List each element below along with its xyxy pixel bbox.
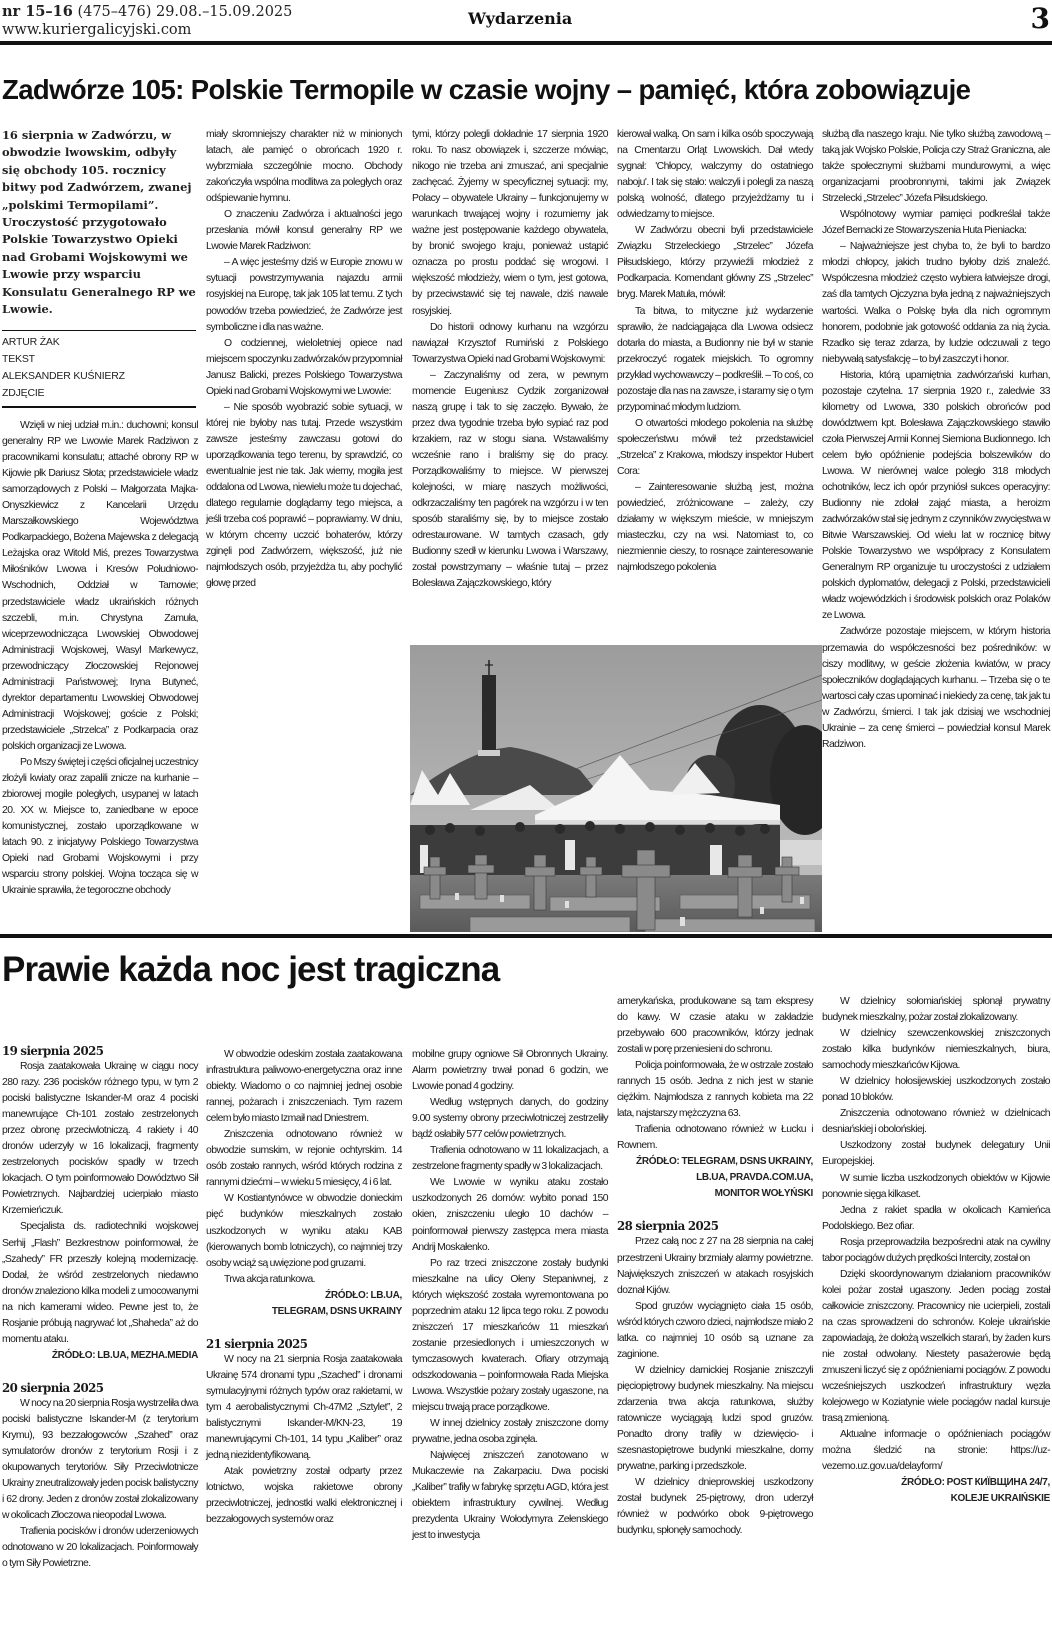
paragraph: Trafienia odnotowano w 11 lokalizacjach, a zestrzelone fragmenty spadły w 3 lokalizacjach. bbox=[412, 1145, 608, 1173]
byline-photographer: ALEKSANDER KUŚNIERZ bbox=[2, 370, 125, 382]
source-credit: ŹRÓDŁO: LB.UA, MEZHA.MEDIA bbox=[51, 1349, 198, 1361]
article1-lead: 16 sierpnia w Zadwórzu, w obwodzie lwowskim, odbyły się obchody 105. rocznicy bitwy pod Zadwórzem, zwanej „polskimi Termopilami”. Uroczystość przygotowało Polskie Towarzystwo Opieki nad Grobami Wojskowymi we Lwowie przy wsparciu Konsulatu Generalnego RP we Lwowie. bbox=[2, 128, 196, 317]
article1-column-3 bbox=[412, 127, 608, 592]
article1-column-5 bbox=[822, 127, 1050, 753]
paragraph: W sumie liczba uszkodzonych obiektów w Kijowie ponownie sięga kilkaset. bbox=[822, 1172, 1050, 1200]
paragraph: Rosja przeprowadziła bezpośredni atak na cywilny tabor pociągów dużych prędkości Intercity, został on bbox=[822, 1236, 1050, 1264]
paragraph: Spod gruzów wyciągnięto ciała 15 osób, wśród których czworo dzieci, najmłodsze miało 2 latka. co najmniej 10 osób są uznane za zaginione. bbox=[617, 1300, 813, 1360]
paragraph: Historia, którą upamiętnia zadwórzański kurhan, pozostaje czytelna. 17 sierpnia 1920 r., zaledwie 33 kilometry od Lwowa, 330 polskich obrońców pod dowództwem kpt. Bolesława Zajączkowskiego stawiło czoła Pierwszej Armii Konnej Siemiona Budionnego. Ich celem było opóźnienie podejścia bolszewików do Lwowa. W nierównej walce poległo 318 młodych ochotników, lecz ich opór przyniósł sukces operacyjny: Budionny nie zdołał zająć miasta, a heroizm zadwórzaków stał się jednym z czynników zwycięstwa w Bitwie Warszawskiej. Od wielu lat w rocznicę bitwy Polskie Towarzystwo we współpracy z Konsulatem Generalnym RP organizuje tu uroczystości z udziałem polskich dyplomatów, delegacji z Polski, przedstawicieli władz wojewódzkich i środowisk polskich oraz Polaków ze Lwowa. bbox=[822, 369, 1050, 622]
website-link[interactable]: www.kuriergalicyjski.com bbox=[2, 22, 192, 38]
issue-dates: (475–476) 29.08.–15.09.2025 bbox=[72, 4, 293, 20]
paragraph: Atak powietrzny został odparty przez lotnictwo, wojska rakietowe obrony przeciwlotniczej, jednostki walki elektronicznej i bezzałogowych systemów oraz bbox=[206, 1466, 402, 1526]
article1-column-2 bbox=[206, 127, 402, 592]
source-credit: ŹRÓDŁO: LB.UA, bbox=[325, 1289, 402, 1301]
paragraph: Po Mszy świętej i części oficjalnej uczestnicy złożyli kwiaty oraz zapalili znicze na kurhanie – zbiorowej mogile poległych, usypanej w latach 20. XX w. Miejsce to, zaniedbane w epoce komunistycznej, zostało uporządkowane w latach 90. z inicjatywy Polskiego Towarzystwa Opieki nad Grobami Wojskowymi i przy wsparciu strony polskiej. Wojna tocząca się w Ukrainie sprawiła, że tegoroczne obchody bbox=[2, 756, 198, 897]
date-heading: 20 sierpnia 2025 bbox=[2, 1380, 104, 1395]
paragraph: Po raz trzeci zniszczone zostały budynki mieszkalne na ulicy Ołeny Stepaniwnej, z których większość została wyremontowana po poprzednim ataku 12 lipca tego roku. Z powodu zniszczeń 17 mieszkańców 11 mieszkań zostanie przesiedlonych i umieszczonych w tymczasowych kwaterach. Ofiary otrzymają odszkodowania – poinformowała Rada Miejska Lwowa. Wszystkie pożary zostały ugaszone, na miejscu trwają prace porządkowe. bbox=[412, 1257, 608, 1414]
paragraph: Trafienia pocisków i dronów uderzeniowych odnotowano w 20 lokalizacjach. Poinformowały o tym Siły Powietrzne. bbox=[2, 1526, 198, 1570]
article2-column-5 bbox=[822, 994, 1050, 1507]
paragraph: Zadwórze pozostaje miejscem, w którym historia przemawia do współczesności bez pośredników: w ciszy modlitwy, w geście złożenia kwiatów, w pracy społeczników doglądających kurhanu. – Trzeba się o te wartosci cały czas upominać i niekiedy za cenę, tak jak tu w Zadwórzu, śmierci. I tak jak dzisiaj we wschodniej Ukrainie – za cenę śmierci – powiedział konsul Marek Radziwon. bbox=[822, 626, 1050, 750]
date-heading: 28 sierpnia 2025 bbox=[617, 1219, 719, 1234]
top-divider bbox=[0, 41, 1052, 45]
byline-author-role: TEKST bbox=[2, 353, 35, 365]
paragraph: Ta bitwa, to mityczne już wydarzenie sprawiło, że nadciągająca dla Lwowa odsiecz dotarła do miasta, a Budionny nie był w stanie przekroczyć rogatek miejskich. To ogromny przykład wychowawczy – podkreślił. – To coś, co pozostaje dla nas na zawsze, i staramy się o tym przypominać młodym ludziom. bbox=[617, 305, 813, 413]
source-credit: LB.UA, PRAVDA.COM.UA, bbox=[696, 1172, 813, 1184]
article2-headline: Prawie każda noc jest tragiczna bbox=[2, 950, 500, 989]
article1-photo bbox=[410, 645, 822, 932]
paragraph: W dzielnicy dnieprowskiej uszkodzony został budynek 25-piętrowy, dron uderzył również w podwórko obok 9-piętrowego budynku, spłonęły samochody. bbox=[617, 1477, 813, 1537]
cemetery-ceremony-photo bbox=[410, 645, 822, 932]
paragraph: Do historii odnowy kurhanu na wzgórzu nawiązał Krzysztof Rumiński z Polskiego Towarzystwa Opieki nad Grobami Wojskowymi: bbox=[412, 321, 608, 365]
paragraph: Przez całą noc z 27 na 28 sierpnia na całej przestrzeni Ukrainy brzmiały alarmy powietrzne. Największych zniszczeń w atakach rosyjskich doznał Kijów. bbox=[617, 1236, 813, 1296]
article2-column-1 bbox=[2, 1043, 198, 1572]
paragraph: Zniszczenia odnotowano również w obwodzie sumskim, w rejonie ochtyrskim. 14 osób zostało rannych, wśród których rodzina z rannymi dziećmi – w wieku 5 miesięcy, 4 i 6 lat. bbox=[206, 1129, 402, 1189]
paragraph: W dzielnicy darnickiej Rosjanie zniszczyli pięciopiętrowy budynek mieszkalny. Na miejscu zdarzenia trwa akcja ratunkowa, służby ratownicze wyciągają ludzi spod gruzów. Ponadto drony trafiły w dziewięcio- i szesnastopiętrowe budynki mieszkalne, domy prywatne, parking i przedszkole. bbox=[617, 1364, 813, 1473]
paragraph: służbą dla naszego kraju. Nie tylko służbą zawodową – taką jak Wojsko Polskie, Policja czy Straż Graniczna, ale także społecznymi służbami mundurowymi, a więc organizacjami proobronnymi, takimi jak Związek Strzelecki „Strzelec” Józefa Piłsudskiego. bbox=[822, 129, 1050, 205]
paragraph: O otwartości młodego pokolenia na służbę społeczeństwu mówił też przedstawiciel „Strzelca” z Krakowa, młodszy inspektor Hubert Cora: bbox=[617, 417, 813, 477]
paragraph: W dzielnicy sołomiańskiej spłonął prywatny budynek mieszkalny, pożar został zlokalizowany. bbox=[822, 996, 1050, 1024]
section-name: Wydarzenia bbox=[468, 9, 573, 28]
paragraph: Aktualne informacje o opóźnieniach pociągów można śledzić na stronie: https://uz-vezemo.uz.gov.ua/delayform/ bbox=[822, 1429, 1050, 1473]
paragraph: tymi, którzy polegli dokładnie 17 sierpnia 1920 roku. To nasz obowiązek i, szczerze mówiąc, nikogo nie trzeba ani zmuszać, ani specjalnie zachęcać. Żyjemy w specyficznej sytuacji: my, Polacy – obywatele Ukrainy – funkcjonujemy w warunkach trwającej wojny i rozumiemy jak ważne jest postępowanie każdego obywatela, by bronić swojego kraju, ponieważ ustąpić oznacza po prostu poddać się wrogowi. I większość młodzieży, wiem o tym, jest gotowa, by przeciwstawić się tej nawale, dziś nawale rosyjskiej. bbox=[412, 129, 608, 317]
article2-column-3 bbox=[412, 1047, 608, 1544]
paragraph: Zniszczenia odnotowano również w dzielnicach desniańskiej i obolońskiej. bbox=[822, 1108, 1050, 1136]
paragraph: Według wstępnych danych, do godziny 9.00 systemy obrony przeciwlotniczej zestrzeliły bądź osłabiły 577 celów powietrznych. bbox=[412, 1097, 608, 1141]
paragraph: O znaczeniu Zadwórza i aktualności jego przesłania mówił konsul generalny RP we Lwowie Marek Radziwon: bbox=[206, 209, 402, 253]
article1-byline bbox=[2, 330, 196, 408]
date-heading: 21 sierpnia 2025 bbox=[206, 1336, 308, 1351]
paragraph: Uszkodzony został budynek delegatury Unii Europejskiej. bbox=[822, 1140, 1050, 1168]
paragraph: W obwodzie odeskim została zaatakowana infrastruktura paliwowo-energetyczna oraz inne obiekty. Wiadomo o co najmniej jednej osobie rannej, pożarach i zniszczeniach. Tym razem celem było miasto Izmaił nad Dniestrem. bbox=[206, 1049, 402, 1125]
paragraph: – A więc jesteśmy dziś w Europie znowu w sytuacji powstrzymywania najazdu armii rosyjskiej na Europę, tak jak 105 lat temu. Z tych powodów trzeba powiedzieć, że Zadwórze jest symboliczne i dla nas ważne. bbox=[206, 257, 402, 333]
paragraph: W dzielnicy szewczenkowskiej zniszczonych zostało kilka budynków niemieszkalnych, biura, samochody mieszkańców Kijowa. bbox=[822, 1028, 1050, 1072]
paragraph: kierował walką. On sam i kilka osób spoczywają na Cmentarzu Orląt Lwowskich. Dał wtedy sygnał: 'Chłopcy, walczymy do ostatniego naboju'. I tak się stało: walczyli i polegli za naszą polską wolność, dlatego przyjeżdżamy tu i odwiedzamy to miejsce. bbox=[617, 129, 813, 221]
paragraph: We Lwowie w wyniku ataku zostało uszkodzonych 26 domów: wybito ponad 150 okien, zniszczeniu uległo 10 dachów – poinformował pierwszy zastępca mera miasta Andrij Moskałenko. bbox=[412, 1177, 608, 1253]
date-heading: 19 sierpnia 2025 bbox=[2, 1044, 104, 1058]
paragraph: Trwa akcja ratunkowa. bbox=[224, 1273, 316, 1285]
source-credit: ŹRÓDŁO: POST КИЇВЩИНА 24/7, bbox=[901, 1477, 1050, 1489]
source-credit: KOLEJE UKRAIŃSKIE bbox=[950, 1493, 1050, 1505]
paragraph: Wzięli w niej udział m.in.: duchowni; konsul generalny RP we Lwowie Marek Radziwon z pracownikami konsulatu; attaché obrony RP w Kijowie płk Dariusz Słota; przedstawiciele władz samorządowych z Polski – Małgorzata Majka-Onyszkiewicz z Kancelarii Urzędu Marszałkowskiego Województwa Podkarpackiego, Bożena Majewska z delegacją Leżajska oraz Witold Miś, prezes Towarzystwa Miłośników Lwowa i Kresów Południowo-Wschodnich, Oddział w Tarnowie; przedstawiciele władz ukraińskich różnych szczebli, m.in. Chrystyna Zamuła, wiceprzewodnicząca Lwowskiej Obwodowej Administracji Wojskowej, Wasyl Markewycz, przewodniczący Złoczowskiej Rejonowej Administracji Państwowej; Iryna Butyneć, dyrektor departamentu Lwowskiej Obwodowej Administracji Wojskowej; goście z Polski; przedstawiciele „Strzelca” z Podkarpacia oraz polskich organizacji ze Lwowa. bbox=[2, 420, 198, 752]
paragraph: Rosja zaatakowała Ukrainę w ciągu nocy 280 razy. 236 pocisków różnego typu, w tym 2 pociski balistyczne Iskander-M oraz 4 pociski manewrujące Ch-101 zostało zestrzelonych przez obronę przeciwlotniczą. 4 rakiety i 40 dronów uderzyły w 16 lokalizacji, fragmenty zestrzelonych pocisków spadły w trzech lokacjach. O tym poinformowało Dowództwo Sił Powietrznych. Najbardziej ucierpiało miasto Krzemieńczuk. bbox=[2, 1061, 198, 1217]
byline-author: ARTUR ŻAK bbox=[2, 336, 60, 348]
source-credit: TELEGRAM, DSNS UKRAINY bbox=[271, 1305, 402, 1317]
paragraph: Policja poinformowała, że w ostrzale zostało rannych 15 osób. Jedna z nich jest w stanie ciężkim. Najmłodsza z rannych kobieta ma 22 lata, najstarszy mężczyzna 63. bbox=[617, 1060, 813, 1120]
byline-photographer-role: ZDJĘCIE bbox=[2, 387, 45, 399]
source-credit: ŹRÓDŁO: TELEGRAM, DSNS UKRAINY, bbox=[636, 1156, 813, 1168]
paragraph: Dzięki skoordynowanym działaniom pracowników kolei pożar został ugaszony. Jeden pociąg został całkowicie zniszczony. Pracownicy nie ucierpieli, zostali na czas sprowadzeni do schronów. Koleje ukraińskie zapowiadają, że dołożą wszelkich starań, by żaden kurs nie został odwołany. Niestety pasażerowie będą zmuszeni liczyć się z opóźnieniami pociągów. Z powodu wcześniejszych uszkodzeń infrastruktury węzła kolejowego w Koziatynie wiele pociągów nadal kursuje trasą zmienioną. bbox=[822, 1268, 1050, 1425]
article1-column-4 bbox=[617, 127, 813, 576]
paragraph: Najwięcej zniszczeń zanotowano w Mukaczewie na Zakarpaciu. Dwa pociski „Kaliber” trafiły w fabrykę sprzętu AGD, która jest obiektem infrastruktury cywilnej. Według prezydenta Ukrainy Wołodymyra Zełenskiego jest to inwestycja bbox=[412, 1450, 608, 1542]
paragraph: mobilne grupy ogniowe Sił Obronnych Ukrainy. Alarm powietrzny trwał ponad 6 godzin, we Lwowie ponad 4 godziny. bbox=[412, 1049, 608, 1093]
paragraph: Trafienia odnotowano również w Łucku i Rownem. bbox=[617, 1124, 813, 1152]
paragraph: W Kostiantynówce w obwodzie donieckim pięć budynków mieszkalnych zostało uszkodzonych w wyniku ataku KAB (kierowanych bomb lotniczych), co najmniej trzy osoby wciąż są uwięzione pod gruzami. bbox=[206, 1193, 402, 1269]
article2-column-4 bbox=[617, 994, 813, 1539]
paragraph: – Najważniejsze jest chyba to, że byli to bardzo młodzi chłopcy, jakich trudno byłoby dziś znaleźć. Współczesna młodzież często wybiera łatwiejsze drogi, zaś dla tamtych Ojczyzna była jedną z najważniejszych wartości. Walka o Polskę była dla nich ogromnym honorem, podobnie jak gotowość oddania za nią życia. Rzadko się teraz zdarza, by ludzie odczuwali z tego niebywałą satysfakcję – to był zaszczyt i honor. bbox=[822, 241, 1050, 365]
paragraph: Specjalista ds. radiotechniki wojskowej Serhij „Flash” Bezkrestnow poinformował, że „Szahedy” FR przeszły kolejną modernizację. Dodał, że wśród zestrzelonych niedawno dronów znaleziono kilka modeli z umocowanymi na nich kamerami wideo. Pewne jest to, że Rosjanie próbują nagrywać lot „Shaheda” aż do momentu ataku. bbox=[2, 1221, 198, 1345]
source-credit: MONITOR WOŁYŃSKI bbox=[714, 1188, 813, 1200]
section-divider bbox=[0, 934, 1052, 938]
issue-number: nr 15–16 bbox=[2, 3, 73, 20]
paragraph: Jedna z rakiet spadła w okolicach Kamieńca Podolskiego. Bez ofiar. bbox=[822, 1204, 1050, 1232]
paragraph: miały skromniejszy charakter niż w minionych latach, ale pamięć o obrońcach 1920 r. wybrzmiała szczególnie mocno. Obchody zakończyła wspólna modlitwa za poległych oraz odśpiewanie hymnu. bbox=[206, 129, 402, 205]
paragraph: – Zainteresowanie służbą jest, można powiedzieć, zróżnicowane – zależy, czy działamy w większym mieście, w mniejszym miasteczku, czy na wsi. Natomiast to, co niezmiennie cieszy, to rosnące zainteresowanie najmłodszego pokolenia bbox=[617, 482, 813, 574]
paragraph: W Zadwórzu obecni byli przedstawiciele Związku Strzeleckiego „Strzelec” Józefa Piłsudskiego, którzy przywieźli młodzież z Podkarpacia. Komendant główny ZS „Strzelec” bryg. Marek Matuła, mówił: bbox=[617, 225, 813, 301]
paragraph: W nocy na 21 sierpnia Rosja zaatakowała Ukrainę 574 dronami typu „Szached” i dronami symulacyjnymi różnych typów oraz rakietami, w tym 4 aerobalistycznymi Ch-47M2 „Sztylet”, 2 balistycznymi Iskander-M/KN-23, 19 manewrującymi Ch-101, 14 typu „Kaliber” oraz jedną niezidentyfikowaną. bbox=[206, 1353, 402, 1461]
paragraph: – Nie sposób wyobrazić sobie sytuacji, w której nie byłoby nas tutaj. Przede wszystkim zawsze jesteśmy zawczasu gotowi do uporządkowania tego terenu, by sprawdzić, co ewentualnie jest nie tak. Jak wiemy, mogiła jest oddalona od Lwowa, niewielu może tu dojechać, dlatego regularnie doglądamy tego miejsca, a jeśli trzeba coś poprawić – poprawiamy. W dniu, w którym chcemy uczcić bohaterów, którzy zginęli pod Zadwórzem, większość, już nie najmłodszych osób, przyjeżdża tu, aby pochylić głowę przed bbox=[206, 401, 402, 590]
article1-column-1 bbox=[2, 418, 198, 899]
masthead-issue bbox=[2, 3, 292, 39]
paragraph: W dzielnicy hołosijewskiej uszkodzonych zostało ponad 10 bloków. bbox=[822, 1076, 1050, 1104]
paragraph: O codziennej, wieloletniej opiece nad miejscem spoczynku zadwórzaków przypomniał Janusz Balicki, prezes Polskiego Towarzystwa Opieki nad Grobami Wojskowymi we Lwowie: bbox=[206, 337, 402, 397]
paragraph: – Zaczynaliśmy od zera, w pewnym momencie Eugeniusz Cydzik zorganizował naszą grupę i tak to się zaczęło. Bywało, że przez dwa tygodnie trzeba było sypiać raz pod krzakiem, raz w stogu siana. Wstawaliśmy wcześnie rano i braliśmy się do pracy. Porządkowaliśmy to miejsce. W pierwszej kolejności, w miarę naszych możliwości, odkrzaczaliśmy ten pagórek na wzgórzu i w ten sposób staraliśmy się, by to miejsce zostało odrestaurowane. W tamtych czasach, gdy Budionny szedł w kierunku Lwowa i Warszawy, został powstrzymany – właśnie tutaj – przez Bolesława Zajączkowskiego, który bbox=[412, 369, 608, 590]
page-number: 3 bbox=[1030, 2, 1050, 35]
paragraph: amerykańska, produkowane są tam ekspresy do kawy. W czasie ataku w zakładzie przebywało 600 pracowników, którzy jednak zostali w porę przeniesieni do schronu. bbox=[617, 996, 813, 1056]
paragraph: W innej dzielnicy zostały zniszczone domy prywatne, jedna osoba zginęła. bbox=[412, 1418, 608, 1446]
paragraph: Wspólnotowy wymiar pamięci podkreślał także Józef Bernacki ze Stowarzyszenia Huta Pieniacka: bbox=[822, 209, 1050, 237]
article1-headline: Zadwórze 105: Polskie Termopile w czasie wojny – pamięć, która zobowiązuje bbox=[2, 74, 971, 105]
paragraph: W nocy na 20 sierpnia Rosja wystrzeliła dwa pociski balistyczne Iskander-M (z terytorium Krymu), 93 bezzałogowców „Szahed” oraz symulatorów dronów z terytorium Rosji i z okupowanych terytoriów. Siły Przeciwlotnicze Ukrainy zneutralizowały jeden pocisk balistyczny i 62 drony. Jeden z dronów został zlokalizowany w okolicach Złoczowa nieopodal Lwowa. bbox=[2, 1397, 198, 1522]
article2-column-2 bbox=[206, 1047, 402, 1528]
